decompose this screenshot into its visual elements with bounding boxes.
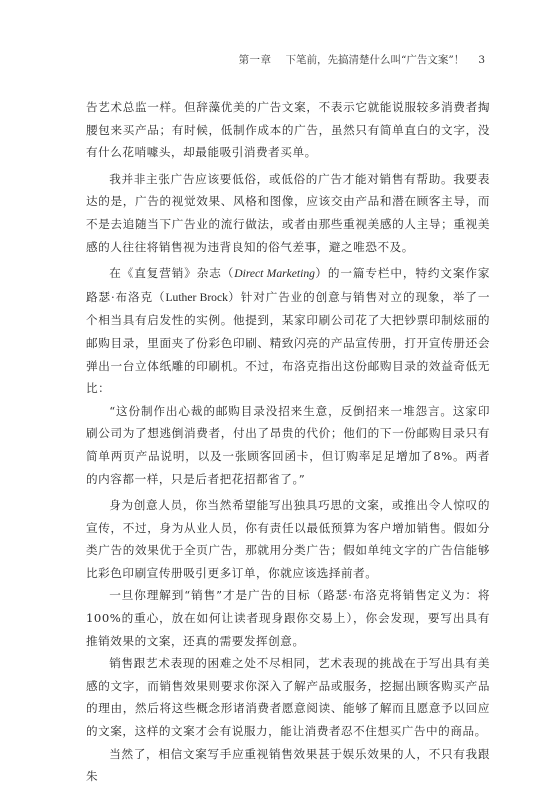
magazine-name-english: Direct Marketing — [234, 267, 315, 281]
paragraph-6: 一旦你理解到“销售”才是广告的目标（路瑟·布洛克将销售定义为：将100%的重心，放在如何让读者现身跟你交易上），你会发现，要写出具有推销效果的文案，还真的需要发挥创意。 — [86, 588, 490, 648]
paragraph-3 — [86, 262, 490, 400]
paragraph-3-part-e: ）针对广告业的创意与销售对立的现象，举了一个相当具有启发性的实例。他提到，某家印刷公司花了大把钞票印制炫丽的邮购目录，里面夹了份彩色印刷、精致闪亮的产品宣传册，打开宣传册还会弹出一台立体纸雕的印刷机。不过，布洛克指出这份邮购目录的效益奇低无比： — [86, 289, 490, 396]
body-text — [86, 96, 490, 788]
paragraph-8: 当然了，相信文案写手应重视销售效果甚于娱乐效果的人，不只有我跟朱 — [86, 746, 490, 784]
quote-paragraph: “这份制作出心裁的邮购目录没招来生意，反倒招来一堆怨言。这家印刷公司为了想逃倒消费者，付出了昂贵的代价；他们的下一份邮购目录只有简单两页产品说明，以及一张顾客回函卡，但订购率足足增加了8%。两者的内容都一样，只是后者把花招都省了。” — [86, 403, 490, 486]
paragraph-5: 身为创意人员，你当然希望能写出独具巧思的文案，或推出令人惊叹的宣传，不过，身为从业人员，你有责任以最低预算为客户增加销售。假如分类广告的效果优于全页广告，那就用分类广告；假如单纯文字的广告信能够比彩色印刷宣传册吸引更多订单，你就应该选择前者。 — [86, 498, 490, 580]
paragraph-3-part-c: ）的一篇专栏中，特约文案作家路瑟·布洛克（ — [86, 266, 490, 304]
running-header — [239, 52, 485, 67]
paragraph-7: 销售跟艺术表现的困难之处不尽相同，艺术表现的挑战在于写出具有美感的文字，而销售效果则要求你深入了解产品或服务，挖掘出顾客购买产品的理由，然后将这些概念形诸消费者愿意阅读、能够了解而且愿意予以回应的文案，这样的文案才会有说服力，能让消费者忍不住想买广告中的商品。 — [86, 656, 490, 739]
paragraph-1: 告艺术总监一样。但辞藻优美的广告文案，不表示它就能说服较多消费者掏腰包来买产品；有时候，低制作成本的广告，虽然只有简单直白的文字，没有什么花哨噱头，却最能吸引消费者买单。 — [86, 100, 490, 160]
author-name-english: Luther Brock — [165, 290, 228, 304]
chapter-title: 下笔前，先搞清楚什么叫“广告文案”！ — [285, 54, 465, 66]
page-number: 3 — [478, 54, 485, 66]
paragraph-3-part-a: 在《直复营销》杂志（ — [109, 266, 235, 281]
chapter-label: 第一章 — [238, 54, 272, 66]
paragraph-2: 我并非主张广告应该要低俗，或低俗的广告才能对销售有帮助。我要表达的是，广告的视觉效果、风格和图像，应该交由产品和潜在顾客主导，而不是去追随当下广告业的流行做法，或者由那些重视美感的人主导；重视美感的人往往将销售视为违背良知的俗气差事，避之唯恐不及。 — [86, 171, 490, 254]
